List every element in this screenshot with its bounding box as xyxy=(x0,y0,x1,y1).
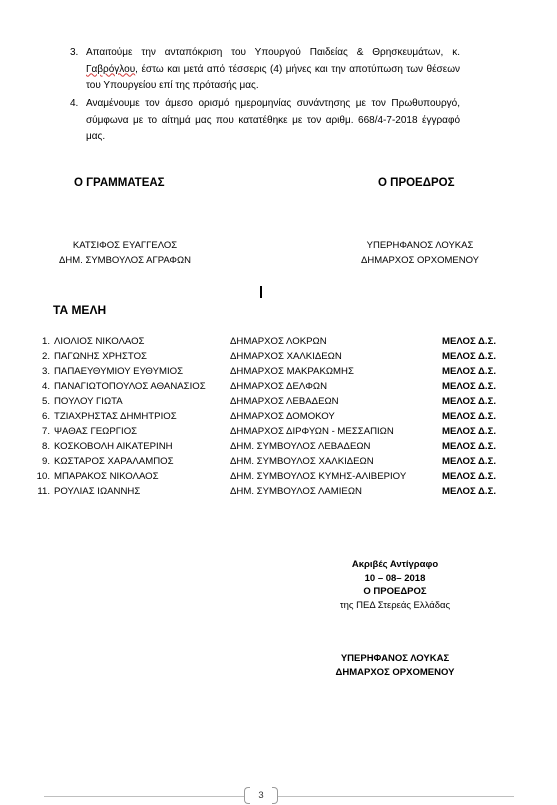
page-number: 3 xyxy=(258,790,264,801)
secretary-signature xyxy=(40,238,210,268)
member-row xyxy=(30,454,500,469)
certified-copy-name: ΥΠΕΡΗΦΑΝΟΣ ΛΟΥΚΑΣ xyxy=(340,653,450,664)
member-status: ΜΕΛΟΣ Δ.Σ. xyxy=(441,471,496,482)
member-status: ΜΕΛΟΣ Δ.Σ. xyxy=(441,336,496,347)
member-status: ΜΕΛΟΣ Δ.Σ. xyxy=(441,426,496,437)
member-role: ΔΗΜΑΡΧΟΣ ΜΑΚΡΑΚΩΜΗΣ xyxy=(230,366,354,377)
member-status: ΜΕΛΟΣ Δ.Σ. xyxy=(441,381,496,392)
member-role: ΔΗΜΑΡΧΟΣ ΧΑΛΚΙΔΕΩΝ xyxy=(230,351,342,362)
member-index: 2. xyxy=(41,351,50,362)
member-row xyxy=(30,364,500,379)
member-row xyxy=(30,334,500,349)
president-title: Ο ΠΡΟΕΔΡΟΣ xyxy=(378,177,455,189)
member-name: ΡΟΥΛΙΑΣ ΙΩΑΝΝΗΣ xyxy=(54,486,141,497)
member-index: 10. xyxy=(36,471,50,482)
member-name: ΨΑΘΑΣ ΓΕΩΡΓΙΟΣ xyxy=(54,426,138,437)
member-index: 3. xyxy=(41,366,50,377)
paragraph-text: Απαιτούμε την ανταπόκριση του Υπουργού Παιδείας & Θρησκευμάτων, κ. Γαβρόγλου, έστω και μετά από τέσσερις (4) μήνες και την αποτύπωση των θέσεων του Υπουργείου επί της πρότασής μας. xyxy=(86,47,460,91)
bracket-left-icon xyxy=(244,787,250,804)
member-name: ΚΟΣΚΟΒΟΛΗ ΑΙΚΑΤΕΡΙΝΗ xyxy=(54,441,173,452)
member-role: ΔΗΜ. ΣΥΜΒΟΥΛΟΣ ΚΥΜΗΣ-ΑΛΙΒΕΡΙΟΥ xyxy=(230,471,407,482)
member-role: ΔΗΜ. ΣΥΜΒΟΥΛΟΣ ΛΑΜΙΕΩΝ xyxy=(230,486,362,497)
member-role: ΔΗΜΑΡΧΟΣ ΔΟΜΟΚΟΥ xyxy=(230,411,335,422)
paragraph-number: 3. xyxy=(70,47,79,58)
certified-copy-role: ΔΗΜΑΡΧΟΣ ΟΡΧΟΜΕΝΟΥ xyxy=(335,666,455,678)
member-index: 8. xyxy=(41,441,50,452)
certified-copy-label: Ακριβές Αντίγραφο xyxy=(351,559,439,570)
certified-copy-org: της ΠΕΔ Στερεάς Ελλάδας xyxy=(339,599,451,611)
member-row xyxy=(30,379,500,394)
member-index: 9. xyxy=(41,456,50,467)
members-title: ΤΑ ΜΕΛΗ xyxy=(53,303,107,317)
member-row xyxy=(30,469,500,484)
page-number-box xyxy=(244,787,278,804)
member-status: ΜΕΛΟΣ Δ.Σ. xyxy=(441,486,496,497)
member-role: ΔΗΜΑΡΧΟΣ ΛΟΚΡΩΝ xyxy=(230,336,327,347)
member-name: ΚΩΣΤΑΡΟΣ ΧΑΡΑΛΑΜΠΟΣ xyxy=(54,456,174,467)
member-row xyxy=(30,394,500,409)
certified-copy-signature xyxy=(330,652,460,679)
member-row xyxy=(30,439,500,454)
member-index: 6. xyxy=(41,411,50,422)
member-status: ΜΕΛΟΣ Δ.Σ. xyxy=(441,366,496,377)
bracket-right-icon xyxy=(272,787,278,804)
text-cursor xyxy=(260,286,262,298)
member-status: ΜΕΛΟΣ Δ.Σ. xyxy=(441,411,496,422)
president-name: ΥΠΕΡΗΦΑΝΟΣ ΛΟΥΚΑΣ xyxy=(366,240,474,251)
member-index: 11. xyxy=(37,486,50,497)
certified-copy-title: Ο ΠΡΟΕΔΡΟΣ xyxy=(363,586,427,597)
president-role: ΔΗΜΑΡΧΟΣ ΟΡΧΟΜΕΝΟΥ xyxy=(360,255,479,266)
paragraph-text: Αναμένουμε τον άμεσο ορισμό ημερομηνίας συνάντησης με τον Πρωθυπουργό, σύμφωνα με το αίτημά μας που κατατέθηκε με τον αριθμ. 668/4-7-2018 έγγραφό μας. xyxy=(86,98,460,142)
member-row xyxy=(30,409,500,424)
secretary-role: ΔΗΜ. ΣΥΜΒΟΥΛΟΣ ΑΓΡΑΦΩΝ xyxy=(59,255,191,266)
member-role: ΔΗΜ. ΣΥΜΒΟΥΛΟΣ ΛΕΒΑΔΕΩΝ xyxy=(230,441,371,452)
member-status: ΜΕΛΟΣ Δ.Σ. xyxy=(441,441,496,452)
paragraph-3 xyxy=(70,45,470,91)
member-name: ΤΖΙΑΧΡΗΣΤΑΣ ΔΗΜΗΤΡΙΟΣ xyxy=(54,411,177,422)
certified-copy-date: 10 – 08– 2018 xyxy=(364,572,426,584)
member-role: ΔΗΜΑΡΧΟΣ ΔΙΡΦΥΩΝ - ΜΕΣΣΑΠΙΩΝ xyxy=(230,426,394,437)
members-list xyxy=(30,334,500,499)
member-name: ΠΑΝΑΓΙΩΤΟΠΟΥΛΟΣ ΑΘΑΝΑΣΙΟΣ xyxy=(54,381,206,392)
member-name: ΛΙΟΛΙΟΣ ΝΙΚΟΛΑΟΣ xyxy=(54,336,145,347)
member-name: ΜΠΑΡΑΚΟΣ ΝΙΚΟΛΑΟΣ xyxy=(54,471,159,482)
member-row xyxy=(30,349,500,364)
footer-line-right xyxy=(278,796,514,797)
member-name: ΠΑΠΑΕΥΘΥΜΙΟΥ ΕΥΘΥΜΙΟΣ xyxy=(54,366,184,377)
president-signature xyxy=(340,238,500,268)
paragraph-4 xyxy=(70,96,470,146)
secretary-title: Ο ΓΡΑΜΜΑΤΕΑΣ xyxy=(74,177,165,189)
member-role: ΔΗΜΑΡΧΟΣ ΛΕΒΑΔΕΩΝ xyxy=(230,396,339,407)
member-status: ΜΕΛΟΣ Δ.Σ. xyxy=(441,396,496,407)
member-index: 7. xyxy=(41,426,50,437)
member-role: ΔΗΜ. ΣΥΜΒΟΥΛΟΣ ΧΑΛΚΙΔΕΩΝ xyxy=(230,456,374,467)
footer-line-left xyxy=(44,796,244,797)
member-status: ΜΕΛΟΣ Δ.Σ. xyxy=(441,351,496,362)
member-index: 5. xyxy=(41,396,50,407)
member-role: ΔΗΜΑΡΧΟΣ ΔΕΛΦΩΝ xyxy=(230,381,328,392)
member-index: 1. xyxy=(41,336,50,347)
paragraph-number: 4. xyxy=(70,98,79,109)
member-status: ΜΕΛΟΣ Δ.Σ. xyxy=(441,456,496,467)
secretary-name: ΚΑΤΣΙΦΟΣ ΕΥΑΓΓΕΛΟΣ xyxy=(72,240,178,251)
member-row xyxy=(30,424,500,439)
member-name: ΠΑΓΩΝΗΣ ΧΡΗΣΤΟΣ xyxy=(54,351,147,362)
certified-copy xyxy=(330,558,460,612)
spellcheck-word[interactable]: Γαβρόγλου xyxy=(86,63,136,75)
member-row xyxy=(30,484,500,499)
member-index: 4. xyxy=(41,381,50,392)
member-name: ΠΟΥΛΟΥ ΓΙΩΤΑ xyxy=(54,396,123,407)
